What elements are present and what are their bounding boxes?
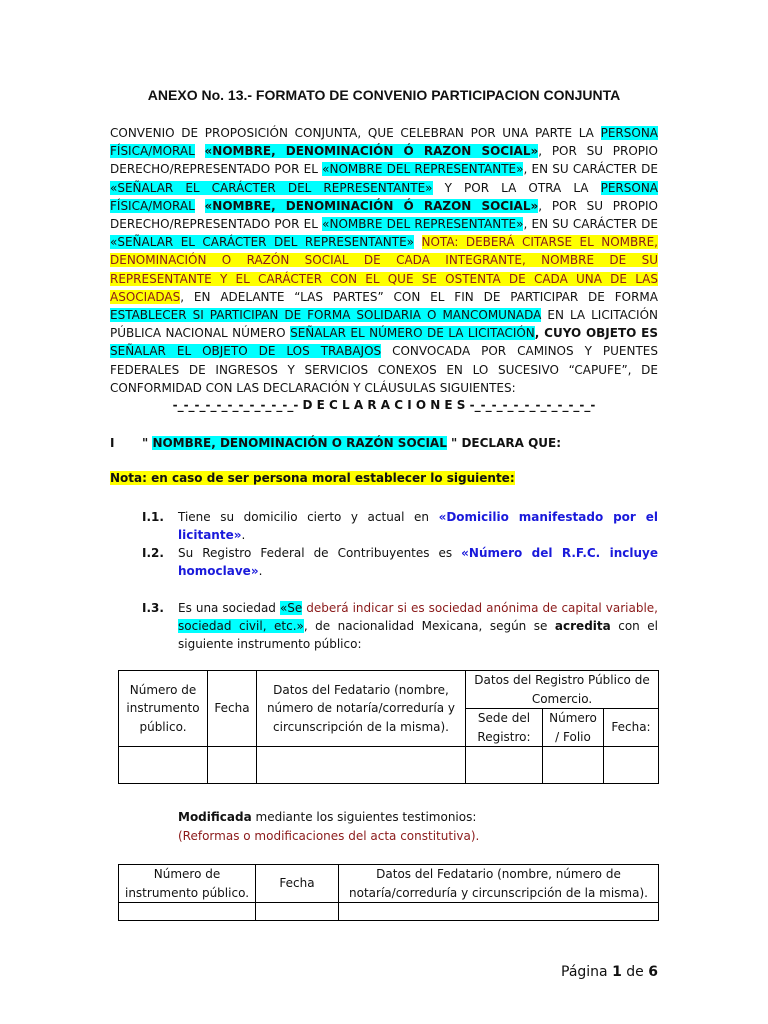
highlight-field: «NOMBRE, DENOMINACIÓN Ó RAZON SOCIAL»: [204, 198, 539, 213]
header-sede: Sede del Registro:: [466, 709, 543, 747]
intro-text: CONVOCADA POR CAMINOS Y PUENTES FEDERALES DE INGRESOS Y SERVICIOS CONEXOS EN LO SUCESIVO “CAPUFE”, DE CONFORMIDAD CON LAS DECLARACIÓN Y CLÁUSULAS SIGUIENTES:: [110, 344, 658, 395]
highlight-note: NOTA: DEBERÁ CITARSE EL NOMBRE, DENOMINACIÓN O RAZÓN SOCIAL DE CADA INTEGRANTE, NOMBRE DE SU REPRESENTANTE Y EL CARÁCTER CON EL QUE SE OSTENTA DE CADA UNA DE LAS ASOCIADAS: [110, 235, 658, 304]
highlight-field: «NOMBRE, DENOMINACIÓN Ó RAZON SOCIAL»: [204, 144, 539, 159]
highlight-field: «NOMBRE DEL REPRESENTANTE»: [322, 217, 524, 232]
intro-paragraph: [110, 124, 658, 397]
header-instrumento: Número de instrumento público.: [119, 865, 256, 903]
cell-empty[interactable]: [119, 747, 208, 784]
highlight-field: «SEÑALAR EL CARÁCTER DEL REPRESENTANTE»: [110, 180, 433, 195]
cell-empty[interactable]: [256, 903, 339, 921]
nota-line: Nota: en caso de ser persona moral establecer lo siguiente:: [110, 471, 515, 485]
item-number: I.3.: [142, 601, 164, 615]
cell-empty[interactable]: [339, 903, 659, 921]
modificada-block: [178, 808, 479, 846]
modificada-line: Modificada mediante los siguientes testimonios:: [178, 810, 477, 824]
intro-text: [414, 235, 421, 249]
section-number: I: [110, 436, 115, 450]
cell-empty[interactable]: [604, 747, 659, 784]
placeholder-field: «Domicilio manifestado por el licitante»: [178, 510, 658, 543]
header-fecha: Fecha: [256, 865, 339, 903]
testimonios-table: [118, 864, 659, 921]
highlight-field: SEÑALAR EL NÚMERO DE LA LICITACIÓN: [290, 326, 535, 341]
item-number: I.1.: [142, 510, 164, 524]
highlight-field: «Se: [279, 601, 303, 615]
declaraciones-heading: -_-_-_-_-_-_-_-_-_-_-_- D E C L A R A C I O N E S -_-_-_-_-_-_-_-_-_-_-_-: [172, 398, 596, 412]
page-total: 6: [648, 964, 658, 980]
cell-empty[interactable]: [119, 903, 256, 921]
header-instrumento: Número de instrumento público.: [119, 671, 208, 747]
intro-text: EN LA LICITACIÓN PÚBLICA NACIONAL NÚMERO: [110, 308, 658, 341]
intro-text: , EN SU CARÁCTER DE: [523, 162, 658, 177]
highlight-field: ESTABLECER SI PARTICIPAN DE FORMA SOLIDARIA O MANCOMUNADA: [110, 308, 542, 323]
header-fedatario: Datos del Fedatario (nombre, número de notaría/correduría y circunscripción de la misma).: [339, 865, 659, 903]
cell-empty[interactable]: [257, 747, 466, 784]
cell-empty[interactable]: [543, 747, 604, 784]
intro-text: [195, 144, 205, 158]
intro-text: Y POR LA OTRA LA: [432, 180, 601, 195]
header-fedatario: Datos del Fedatario (nombre, número de notaría/correduría y circunscripción de la misma).: [257, 671, 466, 747]
page-number: 1: [612, 964, 622, 980]
header-fecha: Fecha: [208, 671, 257, 747]
highlight-field: «SEÑALAR EL CARÁCTER DEL REPRESENTANTE»: [110, 235, 415, 250]
section-text: " NOMBRE, DENOMINACIÓN O RAZÓN SOCIAL " DECLARA QUE:: [142, 436, 562, 450]
highlight-field: sociedad civil, etc.»: [178, 619, 304, 634]
highlight-field: SEÑALAR EL OBJETO DE LOS TRABAJOS: [110, 344, 382, 359]
page-footer: Página 1 de 6: [561, 964, 658, 980]
item-number: I.2.: [142, 546, 164, 560]
intro-text: , EN ADELANTE “LAS PARTES” CON EL FIN DE PARTICIPAR DE FORMA: [180, 289, 658, 304]
item-i2: [142, 544, 658, 580]
document-title: ANEXO No. 13.- FORMATO DE CONVENIO PARTICIPACION CONJUNTA: [147, 87, 621, 103]
highlight-field: «NOMBRE DEL REPRESENTANTE»: [322, 162, 524, 177]
item-text: Es una sociedad «Se deberá indicar si es sociedad anónima de capital variable, sociedad civil, etc.», de nacionalidad Mexicana, según se acredita con el siguiente instrumento público:: [178, 601, 658, 652]
header-fecha-registro: Fecha:: [604, 709, 659, 747]
item-i1: [142, 508, 658, 544]
intro-text: CONVENIO DE PROPOSICIÓN CONJUNTA, QUE CELEBRAN POR UNA PARTE LA: [110, 126, 601, 140]
intro-text: , POR SU PROPIO DERECHO/REPRESENTADO POR EL: [110, 144, 658, 177]
cell-empty[interactable]: [208, 747, 257, 784]
highlight-field: PERSONA FÍSICA/MORAL: [110, 126, 658, 159]
registro-table: [118, 670, 659, 784]
intro-text: , POR SU PROPIO DERECHO/REPRESENTADO POR EL: [110, 198, 658, 232]
item-i3: [142, 599, 658, 654]
intro-text: , CUYO OBJETO ES: [534, 326, 658, 341]
modificada-note: (Reformas o modificaciones del acta constitutiva).: [178, 829, 480, 843]
placeholder-field: «Número del R.F.C. incluye homoclave»: [178, 546, 658, 579]
cell-empty[interactable]: [466, 747, 543, 784]
header-registro-publico: Datos del Registro Público de Comercio.: [466, 671, 659, 709]
highlight-field: NOMBRE, DENOMINACIÓN O RAZÓN SOCIAL: [152, 436, 447, 450]
intro-text: , EN SU CARÁCTER DE: [523, 217, 658, 232]
item-text: Tiene su domicilio cierto y actual en «Domicilio manifestado por el licitante».: [178, 510, 658, 543]
intro-text: [195, 199, 205, 213]
header-numero-folio: Número / Folio: [543, 709, 604, 747]
highlight-field: PERSONA FÍSICA/MORAL: [110, 180, 658, 213]
item-text: Su Registro Federal de Contribuyentes es «Número del R.F.C. incluye homoclave».: [178, 546, 658, 579]
